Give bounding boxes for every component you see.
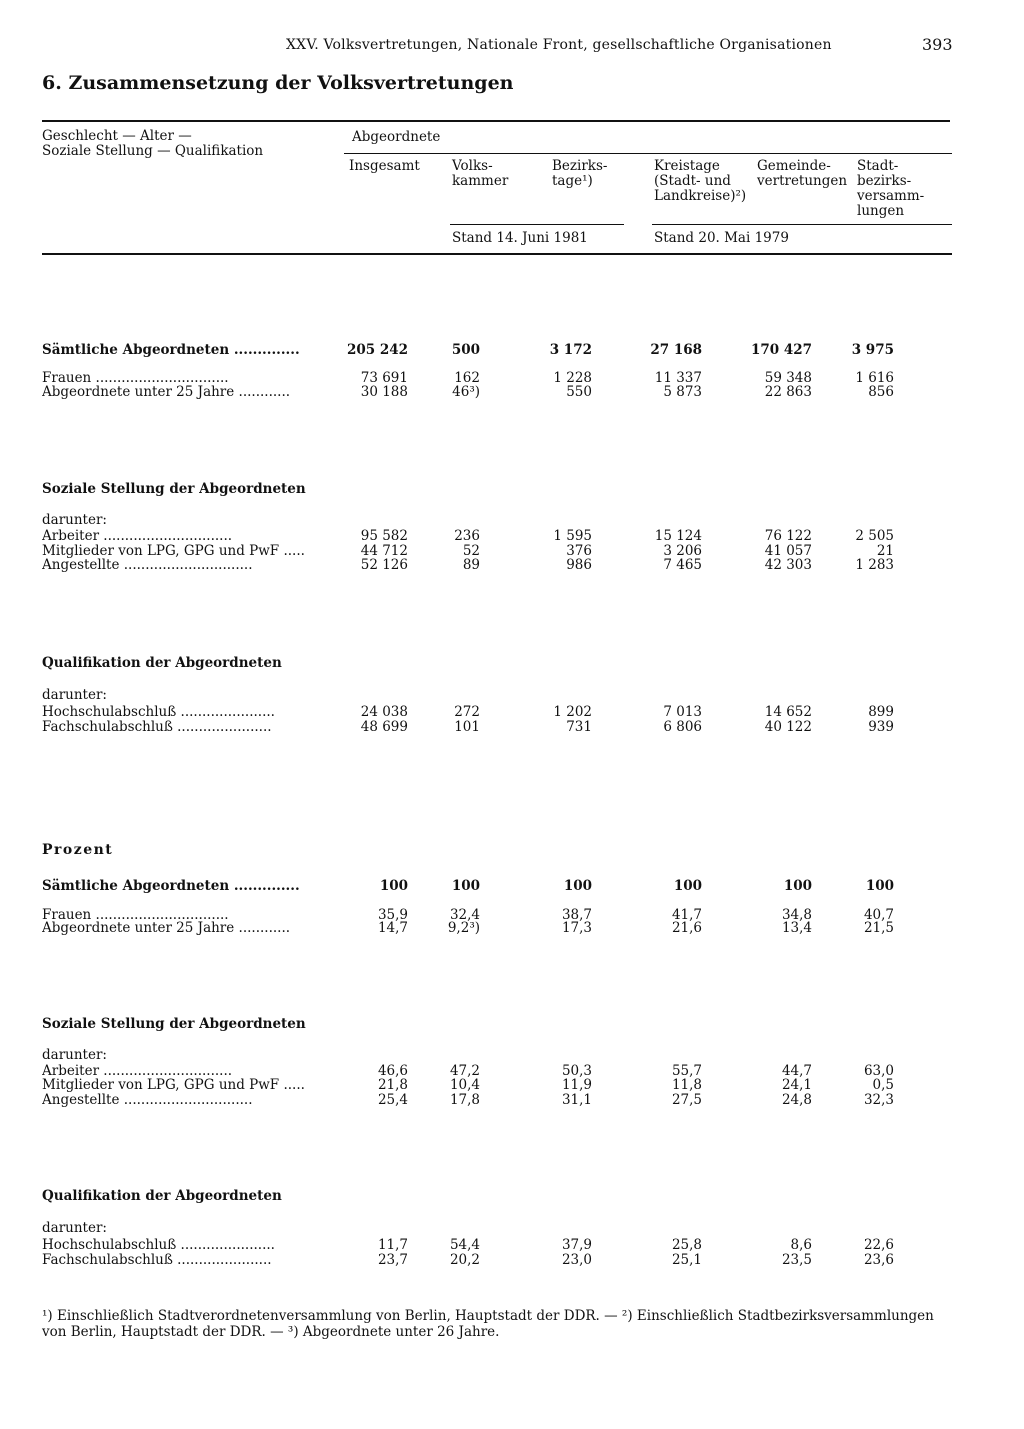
page-number: 393 <box>922 35 953 54</box>
row-label: Frauen ............................... <box>42 907 229 923</box>
cell-bezirkstage: 376 <box>566 543 592 559</box>
cell-stadtbezirk: 21 <box>876 543 894 559</box>
cell-bezirkstage: 31,1 <box>561 1092 592 1108</box>
cell-bezirkstage: 37,9 <box>561 1237 592 1253</box>
col-header-kreistage-1: Kreistage <box>654 158 720 174</box>
cell-gemeinde: 8,6 <box>790 1237 812 1253</box>
cell-kreistage: 11,8 <box>671 1077 702 1093</box>
cell-stadtbezirk: 1 616 <box>855 370 894 386</box>
row-label: Abgeordnete unter 25 Jahre ............ <box>42 920 291 936</box>
cell-bezirkstage: 1 202 <box>553 704 592 720</box>
cell-kreistage: 27,5 <box>671 1092 702 1108</box>
cell-volkskammer: 47,2 <box>449 1063 480 1079</box>
cell-volkskammer: 20,2 <box>449 1252 480 1268</box>
footnote-line1: ¹) Einschließlich Stadtverordnetenversammlung von Berlin, Hauptstadt der DDR. — ²) Einschließlich Stadtbezirksversammlungen <box>42 1308 934 1324</box>
cell-gemeinde: 100 <box>783 878 812 894</box>
cell-volkskammer: 101 <box>454 719 480 735</box>
cell-volkskammer: 10,4 <box>449 1077 480 1093</box>
row-label: Hochschulabschluß ...................... <box>42 704 275 720</box>
cell-kreistage: 15 124 <box>654 528 702 544</box>
cell-gemeinde: 59 348 <box>764 370 812 386</box>
cell-kreistage: 6 806 <box>663 719 702 735</box>
cell-bezirkstage: 11,9 <box>561 1077 592 1093</box>
col-header-bezirkstage-1: Bezirks- <box>552 158 608 174</box>
cell-bezirkstage: 38,7 <box>561 907 592 923</box>
footnote-line2: von Berlin, Hauptstadt der DDR. — ³) Abgeordnete unter 26 Jahre. <box>42 1324 500 1340</box>
row-label: Angestellte .............................. <box>42 1092 253 1108</box>
cell-volkskammer: 500 <box>451 342 480 358</box>
cell-volkskammer: 100 <box>451 878 480 894</box>
row-label: Arbeiter .............................. <box>42 1063 233 1079</box>
col-header-stadtbezirk-4: lungen <box>857 203 905 219</box>
section-heading-soziale: Soziale Stellung der Abgeordneten <box>42 481 306 497</box>
group-header-abgeordnete: Abgeordnete <box>352 129 441 145</box>
table-row-unter25-pct <box>0 920 1024 935</box>
cell-gemeinde: 24,8 <box>781 1092 812 1108</box>
cell-stadtbezirk: 21,5 <box>863 920 894 936</box>
page-title: 6. Zusammensetzung der Volksvertretungen <box>42 72 514 94</box>
cell-bezirkstage: 100 <box>563 878 592 894</box>
darunter-label: darunter: <box>42 1220 107 1236</box>
col-header-stadtbezirk-2: bezirks- <box>857 173 912 189</box>
cell-insgesamt: 11,7 <box>377 1237 408 1253</box>
cell-stadtbezirk: 40,7 <box>863 907 894 923</box>
cell-volkskammer: 17,8 <box>449 1092 480 1108</box>
stub-header-line1: Geschlecht — Alter — <box>42 128 192 144</box>
cell-bezirkstage: 1 595 <box>553 528 592 544</box>
col-header-stadtbezirk-3: versamm- <box>857 188 925 204</box>
cell-kreistage: 7 013 <box>663 704 702 720</box>
col-header-volkskammer-1: Volks- <box>452 158 493 174</box>
cell-kreistage: 25,1 <box>671 1252 702 1268</box>
cell-volkskammer: 89 <box>462 557 480 573</box>
cell-stadtbezirk: 22,6 <box>863 1237 894 1253</box>
cell-stadtbezirk: 2 505 <box>855 528 894 544</box>
cell-bezirkstage: 550 <box>566 384 592 400</box>
stand-1981-rule <box>450 224 624 225</box>
cell-volkskammer: 46³) <box>452 384 480 400</box>
cell-stadtbezirk: 1 283 <box>855 557 894 573</box>
table-row-total <box>0 342 1024 357</box>
cell-insgesamt: 30 188 <box>360 384 408 400</box>
cell-kreistage: 55,7 <box>671 1063 702 1079</box>
cell-bezirkstage: 17,3 <box>561 920 592 936</box>
cell-insgesamt: 14,7 <box>377 920 408 936</box>
cell-kreistage: 27 168 <box>650 342 702 358</box>
cell-bezirkstage: 986 <box>566 557 592 573</box>
cell-stadtbezirk: 0,5 <box>872 1077 894 1093</box>
cell-insgesamt: 44 712 <box>360 543 408 559</box>
table-row-total-pct <box>0 878 1024 893</box>
cell-gemeinde: 22 863 <box>764 384 812 400</box>
cell-bezirkstage: 23,0 <box>561 1252 592 1268</box>
cell-volkskammer: 162 <box>454 370 480 386</box>
cell-volkskammer: 54,4 <box>449 1237 480 1253</box>
section-heading-soziale-pct: Soziale Stellung der Abgeordneten <box>42 1016 306 1032</box>
header-top-rule <box>42 120 950 122</box>
cell-kreistage: 3 206 <box>663 543 702 559</box>
cell-bezirkstage: 731 <box>566 719 592 735</box>
col-header-volkskammer-2: kammer <box>452 173 509 189</box>
row-label: Fachschulabschluß ...................... <box>42 1252 272 1268</box>
row-label: Sämtliche Abgeordneten .............. <box>42 878 300 894</box>
cell-insgesamt: 205 242 <box>346 342 408 358</box>
cell-stadtbezirk: 3 975 <box>851 342 894 358</box>
cell-insgesamt: 46,6 <box>377 1063 408 1079</box>
cell-volkskammer: 236 <box>454 528 480 544</box>
section-heading-qualifikation: Qualifikation der Abgeordneten <box>42 655 282 671</box>
table-row-arbeiter <box>0 528 1024 543</box>
cell-stadtbezirk: 939 <box>868 719 894 735</box>
cell-bezirkstage: 1 228 <box>553 370 592 386</box>
stand-1979-rule <box>652 224 952 225</box>
row-label: Hochschulabschluß ...................... <box>42 1237 275 1253</box>
row-label: Arbeiter .............................. <box>42 528 233 544</box>
cell-gemeinde: 41 057 <box>764 543 812 559</box>
cell-bezirkstage: 3 172 <box>549 342 592 358</box>
cell-gemeinde: 170 427 <box>750 342 812 358</box>
section-heading-prozent: Prozent <box>42 842 114 858</box>
col-header-gemeinde-1: Gemeinde- <box>757 158 831 174</box>
cell-gemeinde: 14 652 <box>764 704 812 720</box>
stub-header-line2: Soziale Stellung — Qualifikation <box>42 143 264 159</box>
cell-stadtbezirk: 100 <box>865 878 894 894</box>
cell-insgesamt: 35,9 <box>377 907 408 923</box>
darunter-label: darunter: <box>42 687 107 703</box>
stand-1981: Stand 14. Juni 1981 <box>452 230 588 246</box>
cell-volkskammer: 32,4 <box>449 907 480 923</box>
cell-insgesamt: 52 126 <box>360 557 408 573</box>
table-row-hochschul <box>0 704 1024 719</box>
cell-kreistage: 41,7 <box>671 907 702 923</box>
cell-insgesamt: 21,8 <box>377 1077 408 1093</box>
cell-gemeinde: 24,1 <box>781 1077 812 1093</box>
cell-insgesamt: 48 699 <box>360 719 408 735</box>
cell-insgesamt: 73 691 <box>360 370 408 386</box>
cell-insgesamt: 95 582 <box>360 528 408 544</box>
table-row-arbeiter-pct <box>0 1063 1024 1078</box>
darunter-label: darunter: <box>42 512 107 528</box>
cell-volkskammer: 52 <box>462 543 480 559</box>
cell-bezirkstage: 50,3 <box>561 1063 592 1079</box>
cell-stadtbezirk: 856 <box>868 384 894 400</box>
cell-kreistage: 100 <box>673 878 702 894</box>
row-label: Fachschulabschluß ...................... <box>42 719 272 735</box>
col-header-insgesamt: Insgesamt <box>349 158 420 174</box>
cell-gemeinde: 76 122 <box>764 528 812 544</box>
cell-volkskammer: 9,2³) <box>447 920 480 936</box>
cell-stadtbezirk: 23,6 <box>863 1252 894 1268</box>
cell-gemeinde: 23,5 <box>781 1252 812 1268</box>
cell-gemeinde: 42 303 <box>764 557 812 573</box>
darunter-label: darunter: <box>42 1047 107 1063</box>
cell-stadtbezirk: 63,0 <box>863 1063 894 1079</box>
table-row-angestellte <box>0 557 1024 572</box>
cell-insgesamt: 24 038 <box>360 704 408 720</box>
cell-kreistage: 25,8 <box>671 1237 702 1253</box>
table-row-fachschul-pct <box>0 1252 1024 1267</box>
table-row-fachschul <box>0 719 1024 734</box>
table-row-angestellte-pct <box>0 1092 1024 1107</box>
col-header-gemeinde-2: vertretungen <box>757 173 848 189</box>
cell-kreistage: 21,6 <box>671 920 702 936</box>
running-head: XXV. Volksvertretungen, Nationale Front, gesellschaftliche Organisationen <box>286 37 832 53</box>
col-header-kreistage-3: Landkreise)²) <box>654 188 747 204</box>
table-row-hochschul-pct <box>0 1237 1024 1252</box>
row-label: Angestellte .............................. <box>42 557 253 573</box>
cell-insgesamt: 25,4 <box>377 1092 408 1108</box>
cell-gemeinde: 34,8 <box>781 907 812 923</box>
cell-kreistage: 5 873 <box>663 384 702 400</box>
cell-kreistage: 7 465 <box>663 557 702 573</box>
group-rule <box>344 153 952 154</box>
col-header-kreistage-2: (Stadt- und <box>654 173 731 189</box>
col-header-bezirkstage-2: tage¹) <box>552 173 593 189</box>
cell-gemeinde: 13,4 <box>781 920 812 936</box>
row-label: Abgeordnete unter 25 Jahre ............ <box>42 384 291 400</box>
table-row-frauen <box>0 370 1024 385</box>
cell-gemeinde: 40 122 <box>764 719 812 735</box>
cell-stadtbezirk: 32,3 <box>863 1092 894 1108</box>
table-row-lpg-pct <box>0 1077 1024 1092</box>
row-label: Mitglieder von LPG, GPG und PwF ..... <box>42 543 305 559</box>
cell-kreistage: 11 337 <box>654 370 702 386</box>
cell-insgesamt: 100 <box>379 878 408 894</box>
table-row-lpg <box>0 543 1024 558</box>
row-label: Mitglieder von LPG, GPG und PwF ..... <box>42 1077 305 1093</box>
cell-stadtbezirk: 899 <box>868 704 894 720</box>
row-label: Frauen ............................... <box>42 370 229 386</box>
table-row-unter25 <box>0 384 1024 399</box>
cell-insgesamt: 23,7 <box>377 1252 408 1268</box>
header-bottom-rule <box>42 253 952 255</box>
section-heading-qualifikation-pct: Qualifikation der Abgeordneten <box>42 1188 282 1204</box>
row-label: Sämtliche Abgeordneten .............. <box>42 342 300 358</box>
col-header-stadtbezirk-1: Stadt- <box>857 158 899 174</box>
stand-1979: Stand 20. Mai 1979 <box>654 230 789 246</box>
cell-gemeinde: 44,7 <box>781 1063 812 1079</box>
cell-volkskammer: 272 <box>454 704 480 720</box>
